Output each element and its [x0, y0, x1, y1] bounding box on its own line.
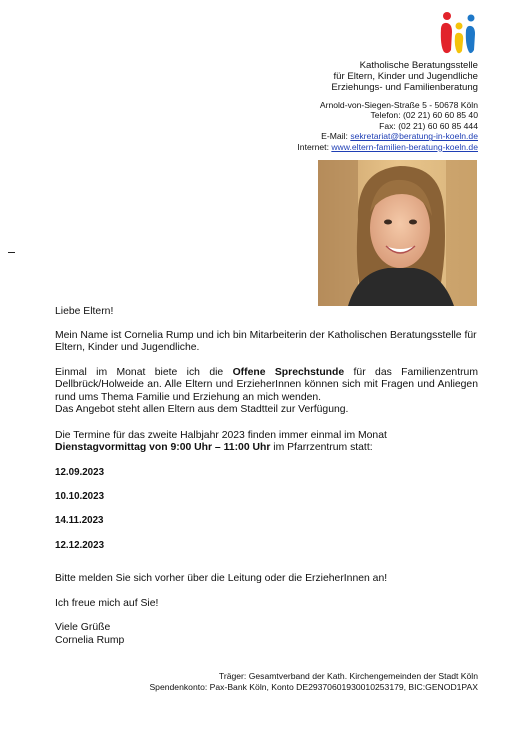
org-line: für Eltern, Kinder und Jugendliche [333, 71, 478, 83]
address-line: Arnold-von-Siegen-Straße 5 - 50678 Köln [319, 100, 478, 110]
internet-line [297, 142, 478, 152]
closing-line: Ich freue mich auf Sie! [55, 598, 159, 609]
footer-sponsor: Träger: Gesamtverband der Kath. Kirchengemeinden der Stadt Köln [218, 671, 478, 681]
margin-fold-mark [8, 252, 15, 253]
portrait-photo [318, 160, 477, 306]
fax-line: Fax: (02 21) 60 60 85 444 [379, 120, 478, 131]
footer [149, 671, 478, 693]
open-consultation-label: Offene Sprechstunde [232, 367, 345, 378]
signature: Cornelia Rump [55, 635, 125, 646]
org-line: Erziehungs- und Familienberatung [331, 82, 478, 94]
organization-logo [436, 10, 478, 56]
phone-line: Telefon: (02 21) 60 60 85 40 [370, 110, 478, 121]
schedule-paragraph [55, 430, 478, 455]
email-link[interactable]: sekretariat@beratung-in-koeln.de [350, 131, 478, 142]
appointment-date: 12.09.2023 [55, 467, 105, 478]
consultation-text-end: für das Familienzentrum Dellbrück/Holweide an. Alle Eltern und ErzieherInnen können sich mit Fragen und Anliegen rund ums Thema Familie und Erziehung an mich wenden. [55, 367, 478, 403]
intro-paragraph: Mein Name ist Cornelia Rump und ich bin Mitarbeiterin der Katholischen Beratungsstelle für Eltern, Kinder und Jugendliche. [55, 330, 477, 354]
contact-block [297, 100, 478, 152]
salutation: Liebe Eltern! [55, 306, 114, 317]
org-line: Katholische Beratungsstelle [359, 60, 478, 71]
appointment-date: 12.12.2023 [55, 540, 105, 551]
consultation-text-start: Einmal im Monat biete ich die [55, 367, 233, 378]
website-link[interactable]: www.eltern-familien-beratung-koeln.de [331, 141, 478, 152]
appointment-date: 10.10.2023 [55, 491, 105, 502]
schedule-text-end: im Pfarrzentrum statt: [270, 442, 373, 454]
appointment-date: 14.11.2023 [55, 515, 104, 526]
offer-note: Das Angebot steht allen Eltern aus dem Stadtteil zur Verfügung. [55, 404, 349, 416]
registration-request: Bitte melden Sie sich vorher über die Leitung oder die ErzieherInnen an! [55, 573, 388, 584]
email-label: E-Mail: [321, 131, 348, 142]
organization-name [331, 60, 478, 94]
footer-bank-account: Spendenkonto: Pax-Bank Köln, Konto DE29370601930010253179, BIC:GENOD1PAX [149, 682, 478, 693]
schedule-text-start: Die Termine für das zweite Halbjahr 2023 finden immer einmal im Monat [55, 430, 387, 441]
greeting: Viele Grüße [55, 622, 111, 633]
internet-label: Internet: [297, 141, 329, 152]
schedule-time: Dienstagvormittag von 9:00 Uhr – 11:00 Uhr [55, 442, 271, 454]
consultation-paragraph [55, 367, 478, 417]
email-line [297, 131, 478, 141]
